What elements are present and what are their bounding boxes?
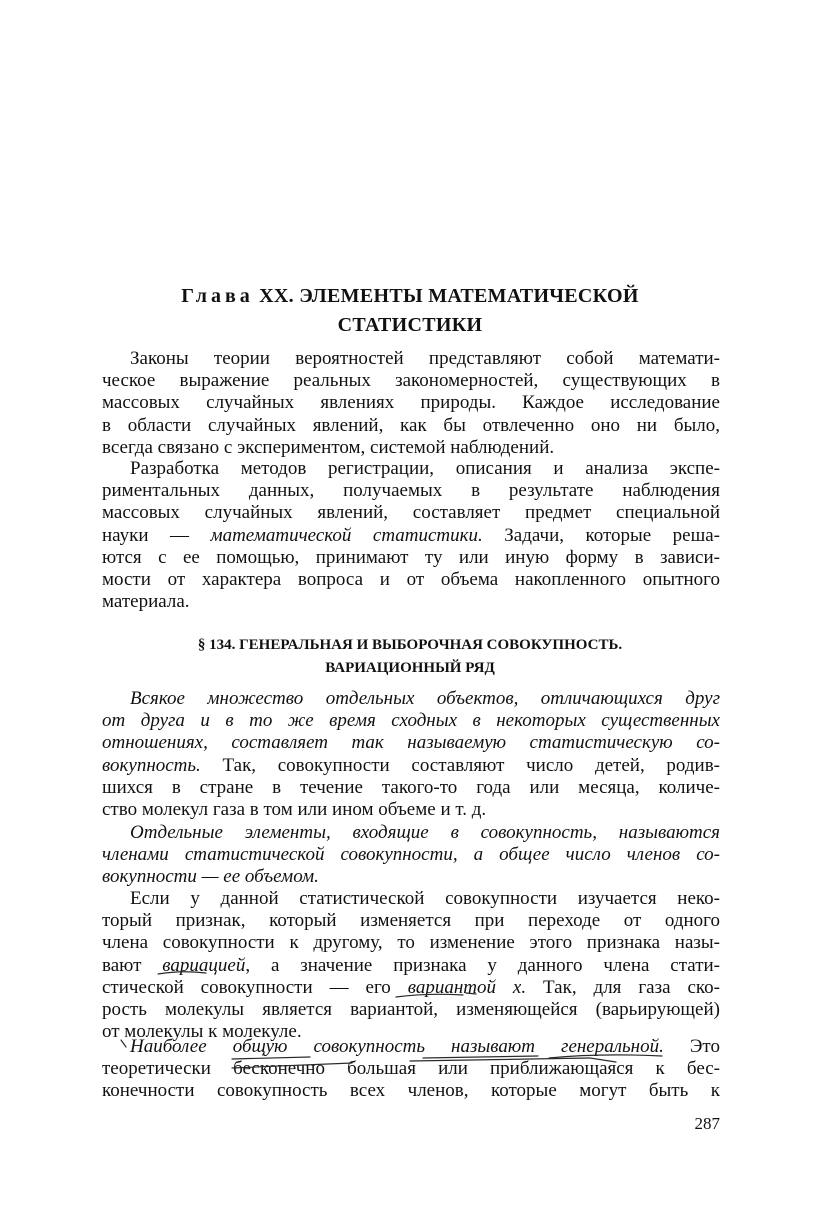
section-title [110, 634, 710, 680]
text-line: торый признак, который изменяется при переходе от одного [102, 910, 720, 932]
text-run: Задачи, которые реша- [482, 524, 720, 546]
text-line: ство молекул газа в том или ином объеме и т. д. [102, 799, 487, 821]
text-line: Если у данной статистической совокупности изучается неко- [130, 888, 720, 909]
text-line: в области случайных явлений, как бы отвлеченно оно ни было, [102, 414, 720, 436]
text-line [102, 977, 720, 999]
text-run: науки — [102, 524, 211, 546]
text-line: от друга и в то же время сходных в некоторых существенных [102, 710, 720, 732]
italic-term: вариацией [162, 954, 246, 976]
chapter-title-line2: СТАТИСТИКИ [337, 314, 483, 336]
text-run: Так, совокупности составляют число детей, родив- [200, 754, 720, 776]
text-line: вокупности — ее объемом. [102, 866, 319, 888]
text-line [102, 1036, 720, 1058]
section-title-line2: ВАРИАЦИОННЫЙ РЯД [325, 660, 495, 676]
text-line: ются с ее помощью, принимают ту или иную форму в зависи- [102, 546, 720, 568]
text-line: рость молекулы является вариантой, изменяющейся (варьирующей) [102, 999, 720, 1021]
intro-paragraph-1 [102, 348, 720, 459]
text-line: от молекулы к молекуле. [102, 1021, 302, 1043]
section-paragraph-3 [102, 888, 720, 1043]
section-paragraph-1 [102, 688, 720, 821]
chapter-title-line1: XX. ЭЛЕМЕНТЫ МАТЕМАТИЧЕСКОЙ [259, 285, 639, 307]
text-line: массовых случайных явлениях природы. Каждое исследование [102, 392, 720, 414]
text-line: члена совокупности к другому, то изменение этого признака назы- [102, 932, 720, 954]
italic-term: Наиболее общую совокупность называют генеральной. [130, 1036, 664, 1057]
chapter-title [100, 282, 720, 340]
text-line: членами статистической совокупности, а общее число членов со- [102, 844, 720, 866]
text-line: всегда связано с экспериментом, системой наблюдений. [102, 436, 555, 458]
text-run: стической совокупности — его [102, 976, 408, 998]
section-paragraph-2 [102, 822, 720, 889]
text-run: Так, для газа ско- [526, 976, 720, 998]
page-number: 287 [694, 1114, 720, 1133]
text-line: теоретически бесконечно большая или приближающаяся к бес- [102, 1058, 720, 1080]
text-line: мости от характера вопроса и от объема накопленного опытного [102, 569, 720, 591]
italic-term: математической статистики. [210, 524, 483, 546]
text-run: вают [102, 954, 163, 976]
text-line [102, 525, 720, 547]
italic-term: вариантой х. [407, 976, 527, 998]
text-line: риментальных данных, получаемых в результате наблюдения [102, 480, 720, 502]
text-line: отношениях, составляет так называемую статистическую со- [102, 732, 720, 754]
intro-paragraph-2 [102, 458, 720, 613]
italic-term: вокупность. [102, 754, 201, 776]
text-line: Всякое множество отдельных объектов, отличающихся друг [130, 688, 720, 709]
text-line [102, 755, 720, 777]
text-line: массовых случайных явлений, составляет предмет специальной [102, 502, 720, 524]
text-line: материала. [102, 591, 190, 613]
section-title-line1: § 134. ГЕНЕРАЛЬНАЯ И ВЫБОРОЧНАЯ СОВОКУПНОСТЬ. [197, 637, 623, 653]
text-run: , а значение признака у данного члена стати- [245, 954, 720, 976]
text-line: конечности совокупность всех членов, которые могут быть к [102, 1080, 720, 1102]
text-line: Отдельные элементы, входящие в совокупность, называются [130, 822, 720, 843]
section-paragraph-4 [102, 1036, 720, 1103]
text-line: Законы теории вероятностей представляют собой математи- [130, 348, 720, 369]
chapter-label: Глава [181, 285, 254, 307]
text-line: шихся в стране в течение такого-то года или месяца, количе- [102, 776, 720, 798]
text-run: Это [663, 1036, 720, 1057]
text-line [102, 955, 720, 977]
text-line: Разработка методов регистрации, описания и анализа экспе- [130, 458, 720, 479]
text-line: ческое выражение реальных закономерностей, существующих в [102, 370, 720, 392]
